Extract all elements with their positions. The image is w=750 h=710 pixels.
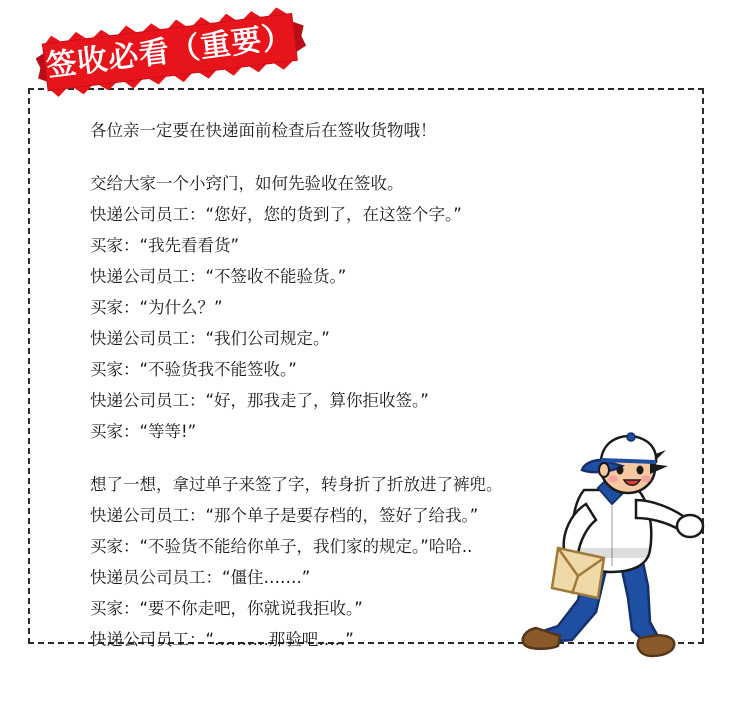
intro-line: 各位亲一定要在快递面前检查后在签收货物哦！	[90, 121, 437, 140]
dialogue-line: 交给大家一个小窍门，如何先验收在签收。	[90, 174, 404, 193]
dialogue-line: 买家：“不验货我不能签收。”	[90, 360, 297, 379]
dialogue-line: 快递公司员工：“不签收不能验货。”	[90, 267, 347, 286]
banner-title: 签收必看（重要）	[44, 19, 296, 85]
dialogue-line: 买家：“不验货不能给你单子，我们家的规定。”哈哈..	[90, 537, 473, 556]
dialogue-line: 买家：“等等!”	[90, 422, 197, 441]
spacer-1	[90, 146, 650, 168]
dialogue-line: 买家：“为什么？”	[90, 298, 223, 317]
dialogue-line: 快递公司员工：“那个单子是要存档的，签好了给我。”	[90, 506, 479, 525]
courier-illustration	[500, 430, 720, 660]
dialogue-line: 快递公司员工：“我们公司规定。”	[90, 329, 330, 348]
dialogue-line: 快递员公司员工：“僵住…….”	[90, 568, 311, 587]
dialogue-line: 快递公司员工：“好，那我走了，算你拒收签。”	[90, 391, 429, 410]
dialogue-line: 快递公司员工：“您好，您的货到了，在这签个字。”	[90, 205, 462, 224]
dialogue-line: 买家：“要不你走吧，你就说我拒收。”	[90, 599, 363, 618]
dialogue-line: 买家：“我先看看货”	[90, 236, 240, 255]
dialogue-line: 想了一想，拿过单子来签了字，转身折了折放进了裤兜。	[90, 475, 503, 494]
dialogue-line: 快递公司员工：“……….那验吧…..”	[90, 630, 354, 649]
